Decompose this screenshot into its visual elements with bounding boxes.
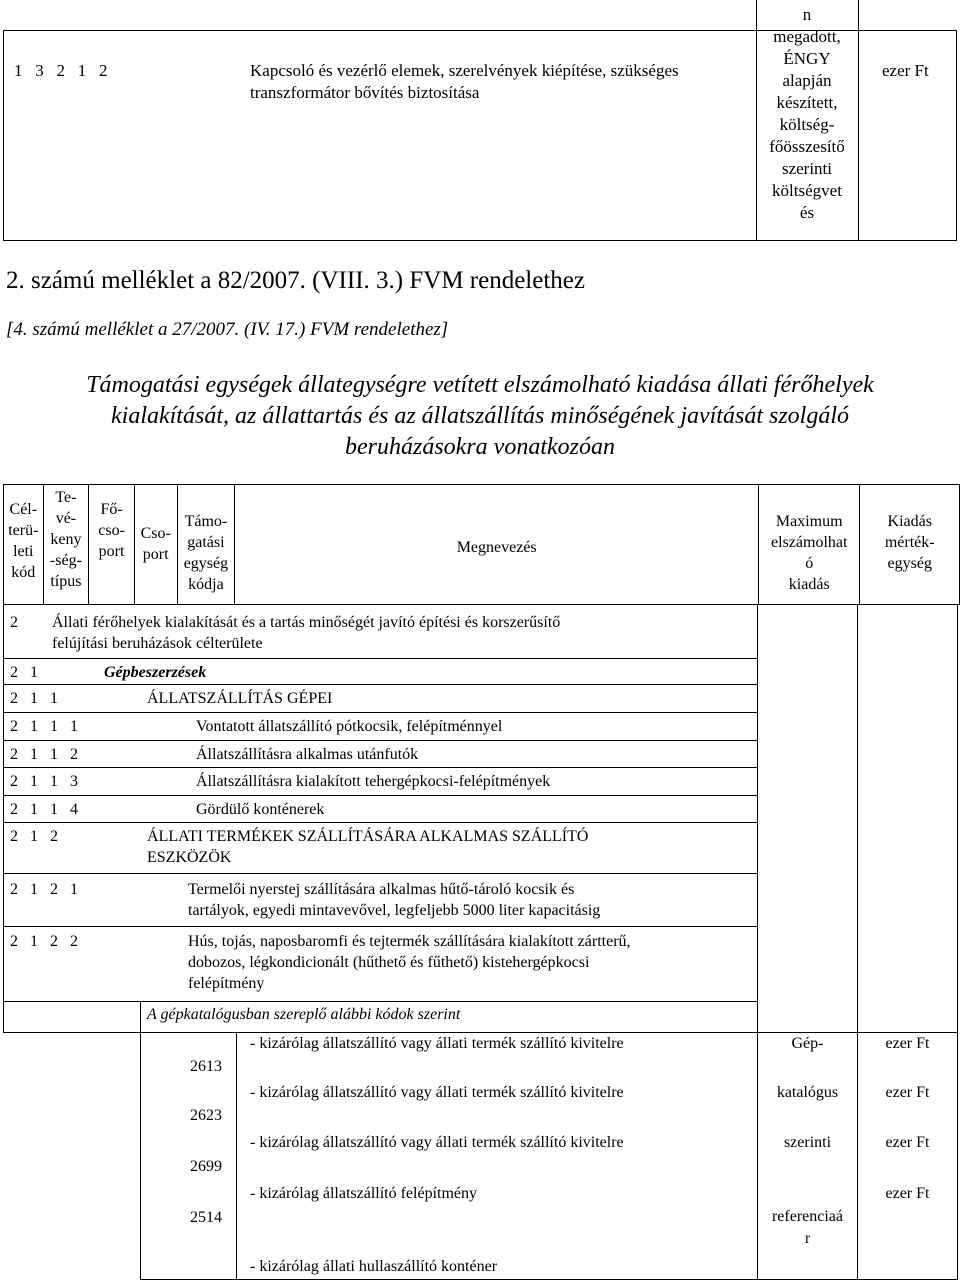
catalog-unit: ezer Ft xyxy=(885,1134,930,1151)
header-csoport: Cso- port xyxy=(134,485,177,605)
annex-subtitle: [4. számú melléklet a 27/2007. (IV. 17.) FVM rendelethez] xyxy=(6,319,449,340)
catalog-code: 2613 xyxy=(190,1058,222,1075)
catalog-code: 2699 xyxy=(190,1158,222,1175)
catalog-max: r xyxy=(804,1230,811,1247)
catalog-unit: ezer Ft xyxy=(885,1035,930,1052)
catalog-item: - kizárólag állatszállító vagy állati termék szállító kivitelre xyxy=(250,1035,624,1052)
catalog-max: referenciaá xyxy=(771,1208,844,1225)
row-code: 2 xyxy=(10,614,18,631)
row-code: 2 1 2 2 xyxy=(10,933,78,950)
catalog-item: - kizárólag állatszállító vagy állati termék szállító kivitelre xyxy=(250,1134,624,1151)
row-text: Vontatott állatszállító pótkocsik, felépítménnyel xyxy=(196,718,503,735)
header-table xyxy=(3,484,960,605)
catalog-code: 2623 xyxy=(190,1107,222,1124)
catalog-code: 2514 xyxy=(190,1209,222,1226)
header-megnevezes: Megnevezés xyxy=(235,485,759,605)
row-text: Állatszállításra alkalmas utánfutók xyxy=(196,746,419,763)
catalog-item: - kizárólag állati hullaszállító konténer xyxy=(250,1258,498,1275)
header-tamogatasi: Támo- gatási egység kódja xyxy=(177,485,235,605)
row-code: 2 1 2 xyxy=(10,828,58,845)
row-text: Gördülő konténerek xyxy=(196,801,325,818)
row-text: Állati férőhelyek kialakítását és a tartás minőségét javító építési és korszerűsítő felújítási beruházások célterülete xyxy=(52,614,561,652)
header-tevekenyseg: Te- vé- keny -ség- típus xyxy=(43,485,89,605)
header-maximum: Maximum elszámolhat ó kiadás xyxy=(759,485,860,605)
top-row-code: 1 3 2 1 2 xyxy=(14,61,108,80)
catalog-max: katalógus xyxy=(776,1084,839,1101)
top-row-unit: ezer Ft xyxy=(882,61,929,80)
row-code: 2 1 1 xyxy=(10,690,58,707)
row-text: ÁLLATSZÁLLÍTÁS GÉPEI xyxy=(147,690,333,707)
row-code: 2 1 1 3 xyxy=(10,773,78,790)
catalog-item: - kizárólag állatszállító vagy állati termék szállító kivitelre xyxy=(250,1084,624,1101)
header-focsoport: Fő- cso- port xyxy=(89,485,135,605)
top-row-name: Kapcsoló és vezérlő elemek, szerelvények kiépítése, szükséges transzformátor bővítés biztosítása xyxy=(250,61,679,102)
row-code: 2 1 2 1 xyxy=(10,881,78,898)
row-text: Hús, tojás, naposbaromfi és tejtermék szállítására kialakított zártterű, dobozos, légkondicionált (hűthető és fűthető) kistehergépkocsi felépítmény xyxy=(188,933,631,992)
row-code: 2 1 1 1 xyxy=(10,718,78,735)
row-text: Termelői nyerstej szállítására alkalmas hűtő-tároló kocsik és tartályok, egyedi mintavevővel, legfeljebb 5000 liter kapacitásig xyxy=(188,881,601,919)
row-text: ÁLLATI TERMÉKEK SZÁLLÍTÁSÁRA ALKALMAS SZÁLLÍTÓ ESZKÖZÖK xyxy=(147,828,589,866)
main-title: Támogatási egységek állategységre vetített elszámolható kiadása állati férőhelyek kialakítását, az állattartás és az állatszállítás minőségének javítását szolgáló beruházásokra vonatkozóan xyxy=(86,372,874,460)
catalog-unit: ezer Ft xyxy=(885,1084,930,1101)
catalog-max: Gép- xyxy=(791,1035,824,1052)
row-text: Gépbeszerzések xyxy=(104,664,207,681)
annex-title: 2. számú melléklet a 82/2007. (VIII. 3.) FVM rendelethez xyxy=(6,267,585,294)
row-text: Állatszállításra kialakított tehergépkocsi-felépítmények xyxy=(196,773,551,790)
catalog-item: - kizárólag állatszállító felépítmény xyxy=(250,1185,478,1202)
row-code: 2 1 xyxy=(10,664,38,681)
header-celterulet: Cél- terü- leti kód xyxy=(4,485,44,605)
catalog-max: szerinti xyxy=(783,1134,832,1151)
row-code: 2 1 1 4 xyxy=(10,801,78,818)
catalog-unit: ezer Ft xyxy=(885,1185,930,1202)
header-kiadas: Kiadás mérték- egység xyxy=(860,485,960,605)
catalog-note: A gépkatalógusban szereplő alábbi kódok szerint xyxy=(147,1006,461,1023)
row-code: 2 1 1 2 xyxy=(10,746,78,763)
top-row-basis: n megadott, ÉNGY alapján készített, költség- főösszesítő szerinti költségvet és xyxy=(769,5,845,222)
